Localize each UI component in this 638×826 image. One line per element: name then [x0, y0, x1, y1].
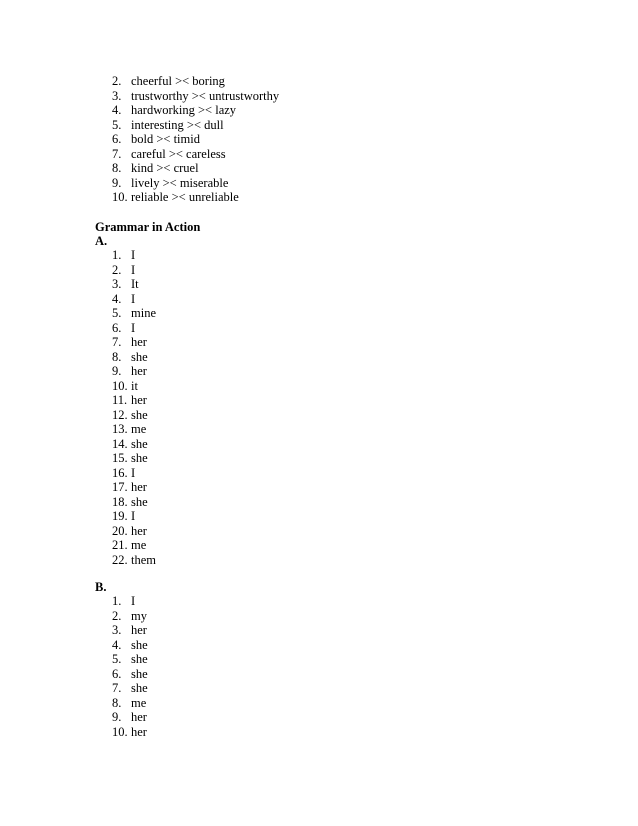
- item-text: her: [131, 335, 147, 349]
- item-number: 13.: [112, 422, 128, 436]
- list-item: [0, 538, 638, 553]
- item-text: her: [131, 480, 147, 494]
- item-number: 17.: [112, 480, 128, 494]
- item-number: 5.: [112, 652, 122, 666]
- item-number: 1.: [112, 594, 122, 608]
- item-text: them: [131, 552, 156, 567]
- item-text: interesting >< dull: [131, 117, 224, 132]
- item-number: 5.: [112, 117, 122, 132]
- item-number: 4.: [112, 103, 122, 117]
- item-text: she: [131, 652, 148, 666]
- item-text: I: [131, 465, 136, 480]
- item-text: careful >< careless: [131, 146, 226, 161]
- list-item: [0, 451, 638, 466]
- item-number: 16.: [112, 465, 128, 480]
- item-number: 4.: [112, 291, 122, 306]
- list-item: [0, 623, 638, 638]
- item-text: she: [131, 681, 148, 695]
- item-number: 8.: [112, 349, 122, 364]
- item-text: reliable >< unreliable: [131, 190, 239, 204]
- item-text: me: [131, 538, 147, 552]
- list-item: [0, 667, 638, 682]
- list-item: [0, 248, 638, 263]
- list-item: [0, 437, 638, 452]
- item-number: 12.: [112, 407, 128, 422]
- item-number: 2.: [112, 262, 122, 277]
- item-number: 1.: [112, 248, 122, 262]
- adjective-pairs-list: [0, 74, 638, 205]
- item-text: she: [131, 637, 148, 652]
- item-number: 3.: [112, 277, 122, 291]
- list-item: [0, 710, 638, 725]
- item-text: me: [131, 422, 147, 436]
- list-item: [0, 263, 638, 278]
- item-text: me: [131, 695, 147, 710]
- item-text: lively >< miserable: [131, 175, 229, 190]
- item-number: 8.: [112, 161, 122, 175]
- list-item: [0, 118, 638, 133]
- list-item: [0, 652, 638, 667]
- list-item: [0, 638, 638, 653]
- list-item: [0, 495, 638, 510]
- item-text: she: [131, 436, 148, 451]
- item-text: It: [131, 277, 139, 291]
- list-item: [0, 190, 638, 205]
- list-item: [0, 103, 638, 118]
- item-number: 5.: [112, 306, 122, 320]
- list-item: [0, 176, 638, 191]
- list-item: [0, 524, 638, 539]
- item-number: 10.: [112, 190, 128, 204]
- item-number: 9.: [112, 175, 122, 190]
- list-item: [0, 379, 638, 394]
- list-item: [0, 306, 638, 321]
- item-text: her: [131, 623, 147, 637]
- item-number: 6.: [112, 666, 122, 681]
- item-number: 2.: [112, 608, 122, 623]
- list-item: [0, 509, 638, 524]
- list-item: [0, 335, 638, 350]
- item-text: her: [131, 364, 147, 378]
- list-item: [0, 553, 638, 568]
- item-number: 7.: [112, 335, 122, 349]
- item-text: I: [131, 291, 136, 306]
- list-item: [0, 681, 638, 696]
- section-title: Grammar in Action: [95, 220, 201, 234]
- list-item: [0, 422, 638, 437]
- section-a-label: A.: [95, 234, 108, 248]
- item-number: 18.: [112, 494, 128, 509]
- item-text: her: [131, 393, 147, 407]
- list-item: [0, 364, 638, 379]
- item-number: 8.: [112, 695, 122, 710]
- item-text: my: [131, 608, 147, 623]
- list-item: [0, 321, 638, 336]
- list-item: [0, 480, 638, 495]
- item-number: 10.: [112, 378, 128, 393]
- list-item: [0, 466, 638, 481]
- item-text: she: [131, 349, 148, 364]
- item-text: mine: [131, 306, 156, 320]
- item-number: 21.: [112, 538, 128, 552]
- list-item: [0, 161, 638, 176]
- item-number: 20.: [112, 523, 128, 538]
- item-number: 10.: [112, 724, 128, 739]
- list-item: [0, 609, 638, 624]
- item-text: she: [131, 451, 148, 465]
- item-text: it: [131, 378, 138, 393]
- list-item: [0, 292, 638, 307]
- list-item: [0, 147, 638, 162]
- list-item: [0, 408, 638, 423]
- item-text: her: [131, 523, 147, 538]
- item-number: 3.: [112, 623, 122, 637]
- list-item: [0, 594, 638, 609]
- item-number: 19.: [112, 509, 128, 523]
- list-item: [0, 74, 638, 89]
- item-text: trustworthy >< untrustworthy: [131, 88, 280, 103]
- item-text: she: [131, 407, 148, 422]
- list-item: [0, 725, 638, 740]
- item-text: cheerful >< boring: [131, 74, 225, 88]
- item-number: 7.: [112, 146, 122, 161]
- list-item: [0, 350, 638, 365]
- list-item: [0, 277, 638, 292]
- list-item: [0, 696, 638, 711]
- item-text: I: [131, 262, 136, 277]
- item-number: 6.: [112, 132, 122, 146]
- item-number: 4.: [112, 637, 122, 652]
- item-number: 9.: [112, 364, 122, 378]
- item-text: bold >< timid: [131, 132, 200, 146]
- section-a-list: [0, 248, 638, 567]
- item-text: I: [131, 509, 136, 523]
- item-number: 6.: [112, 320, 122, 335]
- item-text: I: [131, 594, 136, 608]
- item-text: she: [131, 666, 148, 681]
- item-number: 7.: [112, 681, 122, 695]
- item-text: her: [131, 710, 147, 724]
- item-number: 11.: [112, 393, 128, 407]
- item-text: she: [131, 494, 148, 509]
- list-item: [0, 393, 638, 408]
- item-number: 3.: [112, 88, 122, 103]
- item-number: 9.: [112, 710, 122, 724]
- item-number: 14.: [112, 436, 128, 451]
- section-b-list: [0, 594, 638, 739]
- item-number: 15.: [112, 451, 128, 465]
- item-number: 22.: [112, 552, 128, 567]
- item-text: hardworking >< lazy: [131, 103, 237, 117]
- section-b-label: B.: [95, 580, 107, 594]
- list-item: [0, 89, 638, 104]
- item-text: her: [131, 724, 147, 739]
- item-number: 2.: [112, 74, 122, 88]
- item-text: I: [131, 320, 136, 335]
- item-text: I: [131, 248, 136, 262]
- item-text: kind >< cruel: [131, 161, 199, 175]
- list-item: [0, 132, 638, 147]
